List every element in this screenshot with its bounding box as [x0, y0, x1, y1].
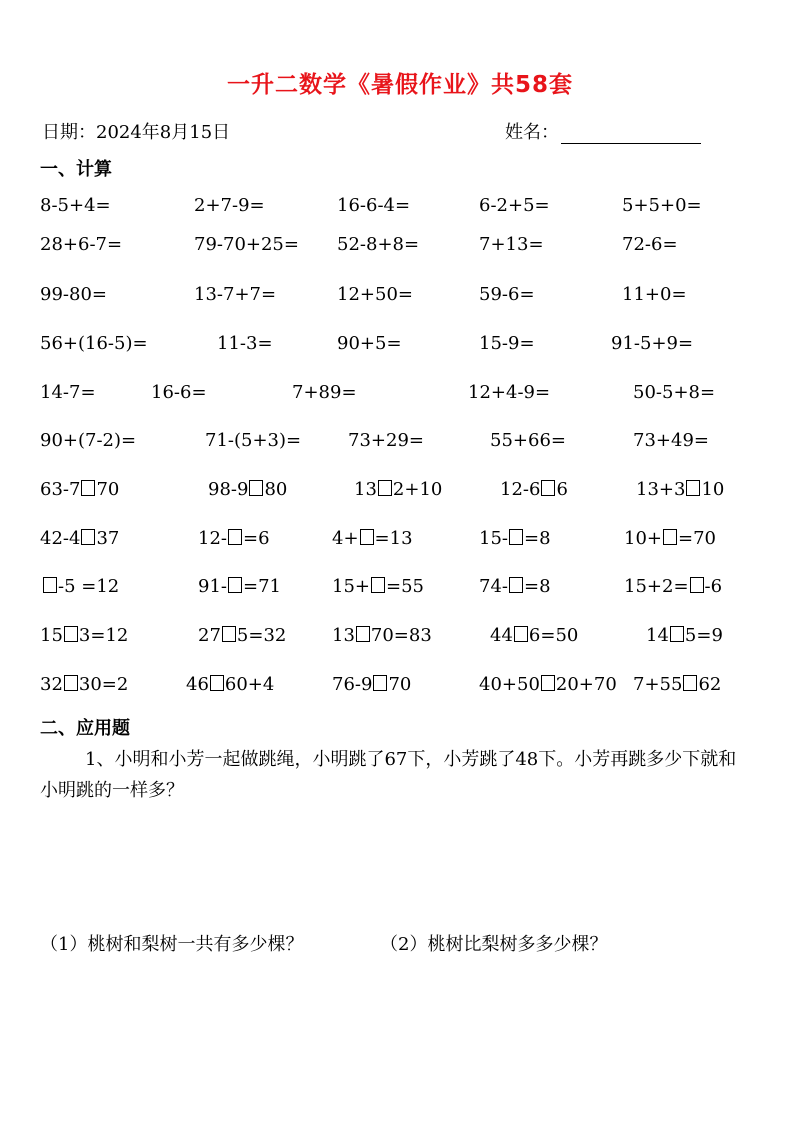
calc-item: 10+ =70: [624, 528, 716, 549]
calc-item: 14 5=9: [646, 625, 723, 646]
calc-item: 13+3 10: [636, 479, 725, 500]
calc-item: 79-70+25=: [194, 234, 299, 255]
calc-item: 15+ =55: [332, 576, 424, 597]
answer-box[interactable]: [514, 626, 528, 642]
word-problem-1: 1、小明和小芳一起做跳绳，小明跳了67下，小芳跳了48下。小芳再跳多少下就和小明跳的一样多？: [40, 749, 737, 801]
answer-box[interactable]: [43, 577, 57, 593]
calc-item: 90+5=: [337, 333, 402, 354]
answer-box[interactable]: [371, 577, 385, 593]
calc-item: 71-(5+3)=: [205, 430, 302, 451]
calc-item: 91-5+9=: [611, 333, 694, 354]
calc-item: 15- =8: [479, 528, 551, 549]
calc-item: 63-7 70: [40, 479, 120, 500]
answer-box[interactable]: [378, 480, 392, 496]
calc-item: 91- =71: [198, 576, 281, 597]
calc-item: 15-9=: [479, 333, 535, 354]
section-application-title: 二、应用题: [40, 718, 130, 739]
calc-item: 13-7+7=: [194, 284, 277, 305]
calc-item: 13 70=83: [332, 625, 432, 646]
calc-item: 12- =6: [198, 528, 270, 549]
calc-item: 7+13=: [479, 234, 544, 255]
answer-box[interactable]: [356, 626, 370, 642]
answer-box[interactable]: [373, 675, 387, 691]
answer-box[interactable]: [509, 529, 523, 545]
sub-question-2: （2）桃树比梨树多多少棵？: [380, 934, 608, 955]
calc-item: -5 =12: [42, 576, 119, 598]
calc-item: 72-6=: [622, 234, 678, 255]
calc-item: 13 2+10: [354, 479, 443, 500]
answer-box[interactable]: [210, 675, 224, 691]
calc-item: 28+6-7=: [40, 234, 123, 255]
calc-item: 16-6=: [151, 382, 207, 403]
calc-item: 12+4-9=: [468, 382, 551, 403]
calc-item: 73+49=: [633, 430, 709, 451]
answer-box[interactable]: [541, 675, 555, 691]
calc-item: 6-2+5=: [479, 195, 550, 216]
calc-item: 12-6 6: [500, 479, 568, 500]
answer-box[interactable]: [690, 577, 704, 593]
answer-box[interactable]: [81, 529, 95, 545]
calc-item: 99-80=: [40, 284, 107, 305]
calc-item: 15+2= -6: [624, 576, 723, 597]
calc-item: 98-9 80: [208, 479, 288, 500]
calc-item: 55+66=: [490, 430, 566, 451]
calc-item: 56+(16-5)=: [40, 333, 148, 354]
name-field: [505, 118, 701, 144]
answer-box[interactable]: [663, 529, 677, 545]
answer-box[interactable]: [541, 480, 555, 496]
answer-box[interactable]: [509, 577, 523, 593]
answer-box[interactable]: [64, 675, 78, 691]
calc-item: 8-5+4=: [40, 195, 111, 216]
answer-box[interactable]: [249, 480, 263, 496]
calc-item: 59-6=: [479, 284, 535, 305]
calc-item: 44 6=50: [490, 625, 579, 646]
answer-box[interactable]: [222, 626, 236, 642]
calc-item: 27 5=32: [198, 625, 287, 646]
calc-item: 40+50 20+70: [479, 674, 617, 695]
answer-box[interactable]: [683, 675, 697, 691]
calc-item: 15 3=12: [40, 625, 129, 646]
calc-item: 52-8+8=: [337, 234, 420, 255]
calc-item: 11-3=: [217, 333, 273, 354]
calc-item: 32 30=2: [40, 674, 129, 695]
worksheet-title: 一升二数学《暑假作业》共58套: [226, 72, 573, 98]
answer-box[interactable]: [670, 626, 684, 642]
calc-item: 7+55 62: [633, 674, 722, 695]
calc-item: 42-4 37: [40, 528, 120, 549]
answer-box[interactable]: [64, 626, 78, 642]
calc-item: 90+(7-2)=: [40, 430, 137, 451]
calc-item: 76-9 70: [332, 674, 412, 695]
answer-box[interactable]: [81, 480, 95, 496]
answer-box[interactable]: [360, 529, 374, 545]
calc-item: 4+ =13: [332, 528, 413, 549]
sub-question-1: （1）桃树和梨树一共有多少棵？: [40, 934, 304, 955]
answer-box[interactable]: [686, 480, 700, 496]
calc-item: 16-6-4=: [337, 195, 411, 216]
calc-item: 50-5+8=: [633, 382, 716, 403]
calc-item: 11+0=: [622, 284, 687, 305]
section-calculation-title: 一、计算: [40, 159, 112, 180]
name-label: 姓名：: [505, 122, 559, 143]
calc-item: 7+89=: [292, 382, 357, 403]
answer-box[interactable]: [228, 529, 242, 545]
name-blank-line[interactable]: [561, 123, 701, 144]
calc-item: 2+7-9=: [194, 195, 265, 216]
calc-item: 73+29=: [348, 430, 424, 451]
calc-item: 46 60+4: [186, 674, 275, 695]
date-label: 日期：2024年8月15日: [42, 122, 231, 143]
calc-item: 12+50=: [337, 284, 413, 305]
calc-item: 5+5+0=: [622, 195, 702, 216]
answer-box[interactable]: [228, 577, 242, 593]
calc-item: 14-7=: [40, 382, 96, 403]
calc-item: 74- =8: [479, 576, 551, 597]
